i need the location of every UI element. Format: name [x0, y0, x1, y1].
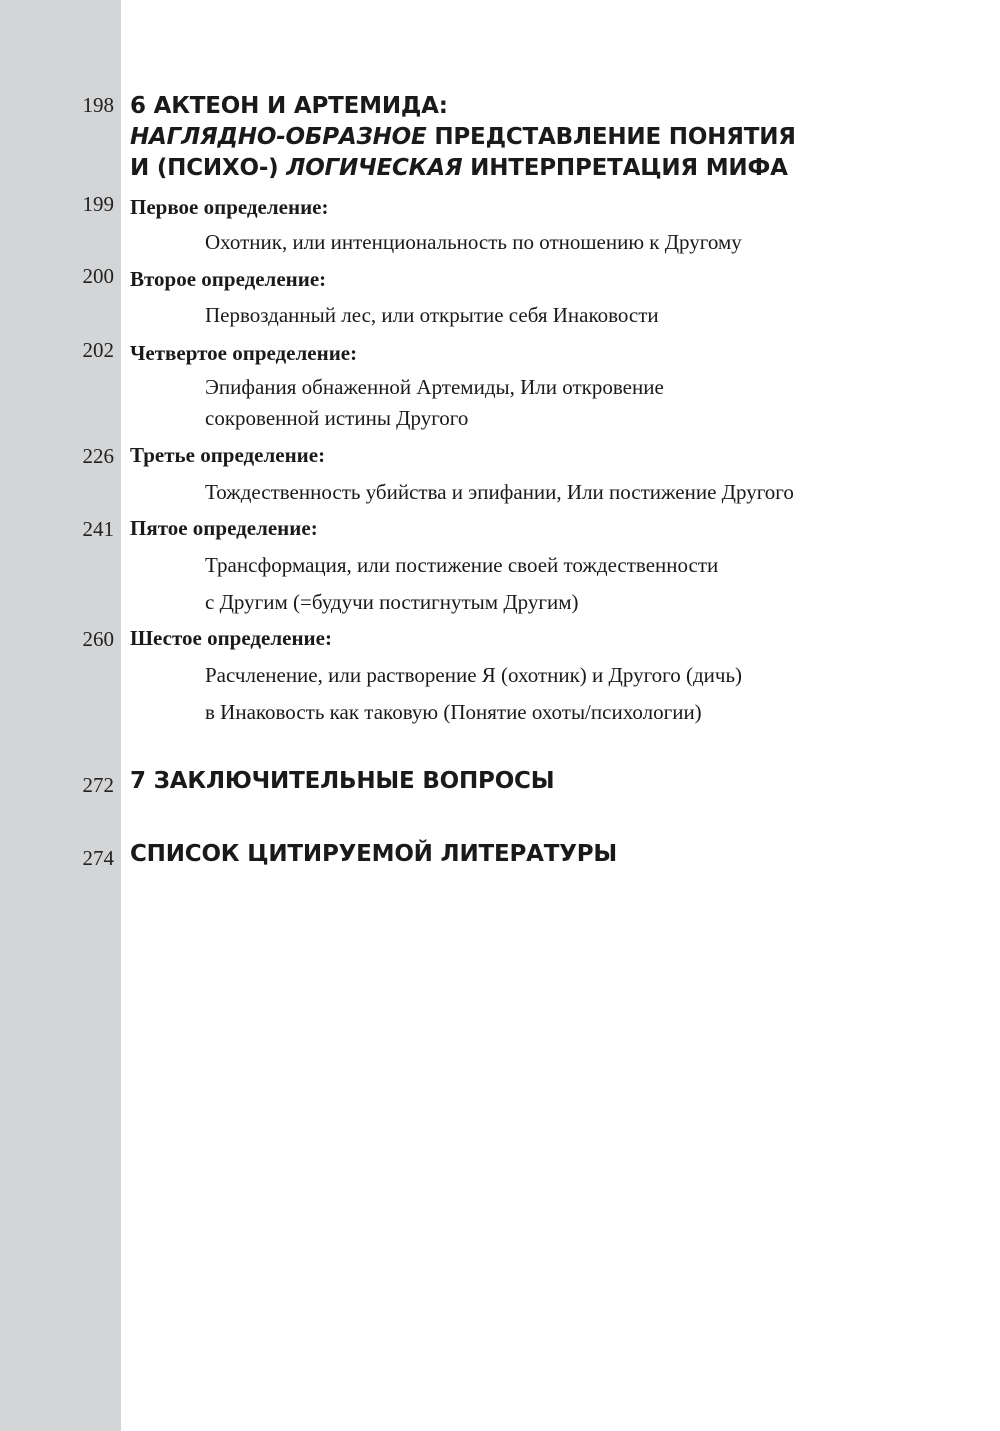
chapter-6-title-line-2[interactable]	[130, 121, 796, 153]
section-3-title[interactable]: Четвертое определение:	[130, 341, 358, 365]
section-6-description-line-1: Расчленение, или растворение Я (охотник) и Другого (дичь)	[205, 663, 743, 687]
chapter-6-line-3-start: И (ПСИХО-)	[130, 155, 287, 181]
section-1-title[interactable]: Первое определение:	[130, 195, 329, 219]
page-number-section-2: 200	[82, 264, 114, 288]
page-number-section-5: 241	[82, 517, 114, 541]
section-6-description-line-2: в Инаковость как таковую (Понятие охоты/психологии)	[205, 700, 702, 724]
chapter-6-title-line-1[interactable]: 6 АКТЕОН И АРТЕМИДА:	[130, 93, 448, 119]
chapter-6-title-line-3[interactable]	[130, 152, 788, 184]
page-number-chapter-7: 272	[82, 773, 114, 797]
page-number-section-4: 226	[82, 444, 114, 468]
chapter-7-title[interactable]: 7 ЗАКЛЮЧИТЕЛЬНЫЕ ВОПРОСЫ	[130, 768, 555, 794]
section-5-description-line-2: с Другим (=будучи постигнутым Другим)	[205, 590, 579, 614]
bibliography-title[interactable]: СПИСОК ЦИТИРУЕМОЙ ЛИТЕРАТУРЫ	[130, 841, 618, 867]
page-number-section-6: 260	[82, 627, 114, 651]
section-2-description: Первозданный лес, или открытие себя Инаковости	[205, 303, 659, 327]
section-1-description: Охотник, или интенциональность по отношению к Другому	[205, 230, 742, 254]
page-number-section-3: 202	[82, 338, 114, 362]
chapter-6-line-2-rest: ПРЕДСТАВЛЕНИЕ ПОНЯТИЯ	[426, 124, 796, 150]
page-number-section-1: 199	[82, 192, 114, 216]
section-4-title[interactable]: Третье определение:	[130, 443, 326, 467]
section-4-description: Тождественность убийства и эпифании, Или постижение Другого	[205, 480, 794, 504]
section-3-description-line-1: Эпифания обнаженной Артемиды, Или откровение	[205, 375, 664, 399]
section-5-description-line-1: Трансформация, или постижение своей тождественности	[205, 553, 719, 577]
chapter-6-line-3-rest: ИНТЕРПРЕТАЦИЯ МИФА	[462, 155, 788, 181]
page-number-bibliography: 274	[82, 846, 114, 870]
chapter-6-italic-term-2: ЛОГИЧЕСКАЯ	[286, 155, 463, 181]
page-number-chapter-6: 198	[82, 93, 114, 117]
chapter-6-italic-term-1: НАГЛЯДНО-ОБРАЗНОЕ	[130, 124, 427, 150]
section-5-title[interactable]: Пятое определение:	[130, 516, 318, 540]
section-2-title[interactable]: Второе определение:	[130, 267, 327, 291]
section-3-description-line-2: сокровенной истины Другого	[205, 406, 469, 430]
section-6-title[interactable]: Шестое определение:	[130, 626, 332, 650]
